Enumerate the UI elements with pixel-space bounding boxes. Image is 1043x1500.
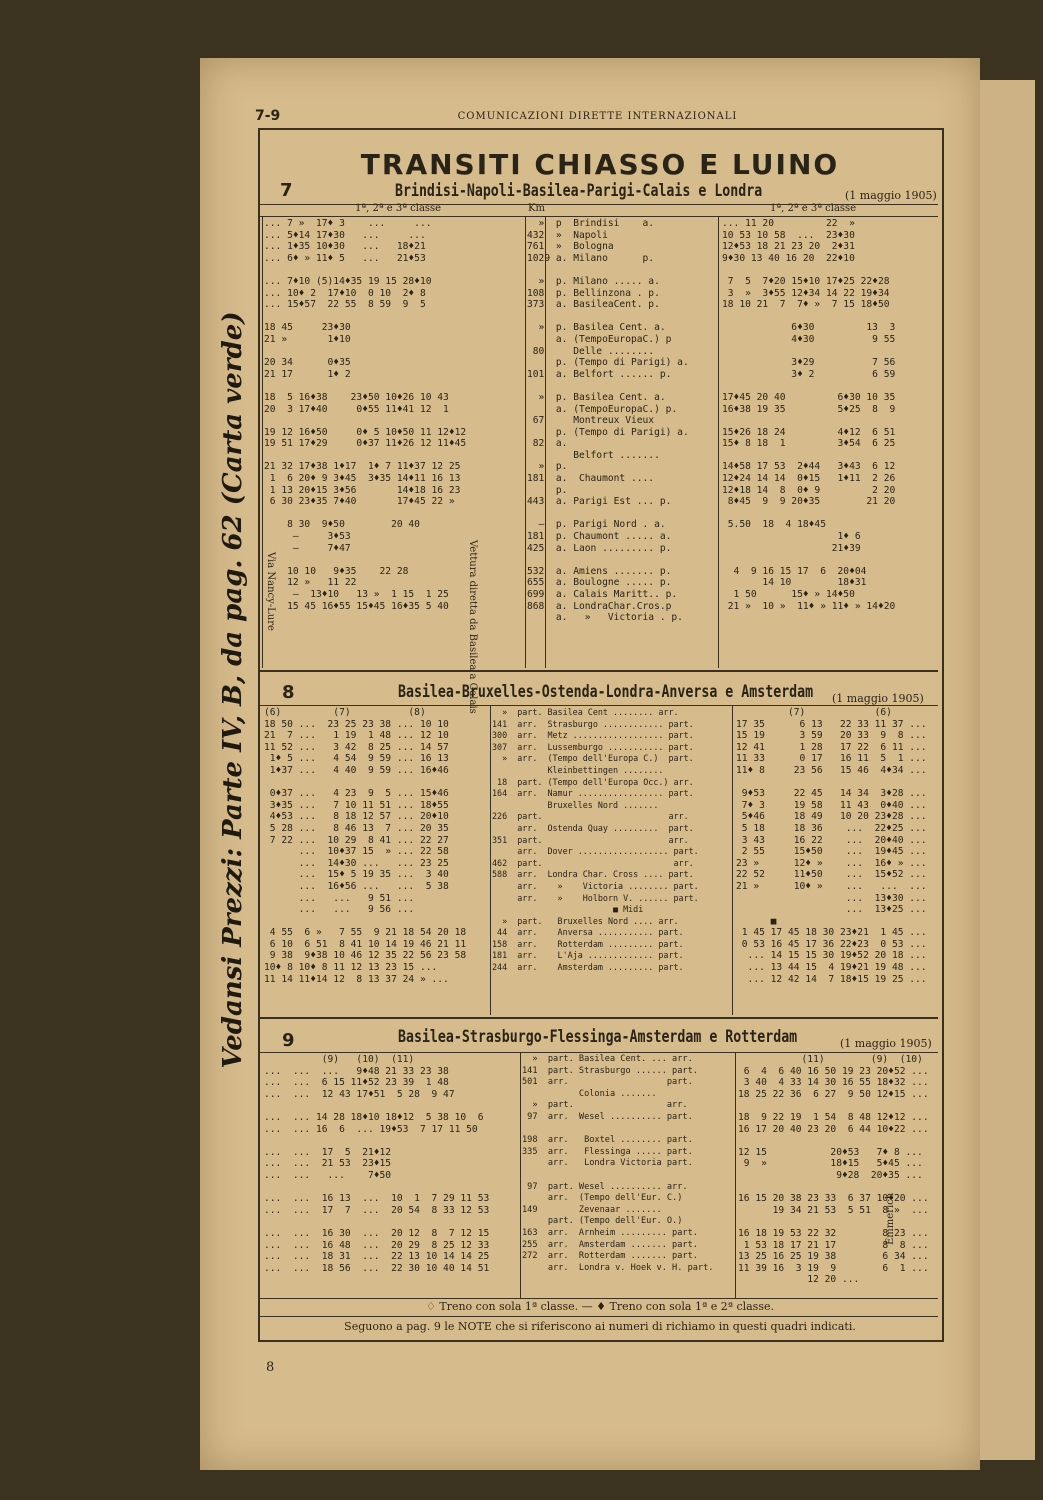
section-divider [260,670,938,672]
rule [260,1316,938,1317]
column-rule [732,705,733,1015]
rule [260,705,938,706]
page-number: 8 [266,1360,275,1375]
via-nancy-lure-note: Via Nancy-Lure [265,552,276,631]
column-rule [718,216,719,668]
section-8-right-times: (7) (6) 17 35 6 13 22 33 11 37 ... 15 19 3 59 20 33 9 8 ... 12 41 1 28 17 22 6 11 ... 11 33 0 17 16 11 5 1 ... 11♦ 8 23 56 15 46 4♦34 ... 9♦53 22 45 14 34 3♦28 ... 7♦ 3 19 58 11 43 0♦40 ... 5♦46 18 49 10 20 23♦28 ... 5 18 18 36 ... 22♦25 ... 3 43 16 22 ... 20♦40 ... 2 55 15♦50 ... 19♦45 ... 23 » 12♦ » ... 16♦ » ... 22 52 11♦50 ... 15♦52 ... 21 » 10♦ » ... ... ... ... 13♦30 ... ... 13♦25 ... ■ 1 45 17 45 18 30 23♦21 1 45 ... 0 53 16 45 17 36 22♦23 0 53 ... ... 14 15 15 30 19♦52 20 18 ... ... 13 44 15 4 19♦21 19 48 ... ... 12 42 14 7 18♦15 19 25 ... [736,707,927,985]
section-7-left-times: ... 7 » 17♦ 3 ... ... ... 5♦14 17♦30 ... ... ... 1♦35 10♦30 ... 18♦21 ... 6♦ » 11♦ 5 ... 21♦53 ... 7♦10 (5)14♦35 19 15 28♦10 ... 10♦ 2 17♦10 0 10 2♦ 8 ... 15♦57 22 55 8 59 9 5 18 45 23♦30 21 » 1♦10 20 34 0♦35 21 17 1♦ 2 18 5 16♦38 23♦50 10♦26 10 43 20 3 17♦40 0♦55 11♦41 12 1 19 12 16♦50 0♦ 5 10♦50 11 12♦12 19 51 17♦29 0♦37 11♦26 12 11♦45 21 32 17♦38 1♦17 1♦ 7 11♦37 12 25 1 6 20♦ 9 3♦45 3♦35 14♦11 16 13 1 13 20♦15 3♦56 14♦18 16 23 6 30 23♦35 7♦40 17♦45 22 » 8 30 9♦50 20 40 — 3♦53 — 7♦47 10 10 9♦35 22 28 12 » 11 22 — 13♦10 13 » 1 15 1 25 15 45 16♦55 15♦45 16♦35 5 40 [264,218,467,612]
section-subtitle-9: Basilea-Strasburgo-Flessinga-Amsterdam e Rotterdam [398,1027,798,1047]
section-7-right-times: ... 11 20 22 » 10 53 10 58 ... 23♦30 12♦53 18 21 23 20 2♦31 9♦30 13 40 16 20 22♦10 7 5 7♦20 15♦10 17♦25 22♦28 3 » 3♦55 12♦34 14 22 19♦34 18 10 21 7 7♦ » 7 15 18♦50 6♦30 13 3 4♦30 9 55 3♦29 7 56 3♦ 2 6 59 17♦45 20 40 6♦30 10 35 16♦38 19 35 5♦25 8 9 15♦26 18 24 4♦12 6 51 15♦ 8 18 1 3♦54 6 25 14♦58 17 53 2♦44 3♦43 6 12 12♦24 14 14 0♦15 1♦11 2 26 12♦18 14 8 0♦ 9 2 20 8♦45 9 9 20♦35 21 20 5.50 18 4 18♦45 1♦ 6 21♦39 4 9 16 15 17 6 20♦04 14 10 18♦31 1 50 15♦ » 14♦50 21 » 10 » 11♦ » 11♦ » 14♦20 [722,218,896,612]
footnote-notes: Seguono a pag. 9 le NOTE che si riferiscono ai numeri di richiamo in questi quadri indicati. [344,1320,856,1333]
section-8-left-times: (6) (7) (8) 18 50 ... 23 25 23 38 ... 10 10 21 7 ... 1 19 1 48 ... 12 10 11 52 ... 3 42 8 25 ... 14 57 1♦ 5 ... 4 54 9 59 ... 16 13 1♦37 ... 4 40 9 59 ... 16♦46 0♦37 ... 4 23 9 5 ... 15♦46 3♦35 ... 7 10 11 51 ... 18♦55 4♦53 ... 8 18 12 57 ... 20♦10 5 28 ... 8 46 13 7 ... 20 35 7 22 ... 10 29 8 41 ... 22 27 ... 10♦37 15 » ... 22 58 ... 14♦30 ... ... 23 25 ... 15♦ 5 19 35 ... 3 40 ... 16♦56 ... ... 5 38 ... ... 9 51 ... ... ... 9 56 ... 4 55 6 » 7 55 9 21 18 54 20 18 6 10 6 51 8 41 10 14 19 46 21 11 9 38 9♦38 10 46 12 35 22 56 23 58 10♦ 8 10♦ 8 11 12 13 23 15 ... 11 14 11♦14 12 8 13 37 24 » ... [264,707,467,985]
sidebar-note: Vedansi Prezzi: Parte IV, B, da pag. 62 (Carta verde) [218,311,248,1069]
section-subtitle-7: Brindisi-Napoli-Basilea-Parigi-Calais e Londra [395,181,763,201]
running-title: COMUNICAZIONI DIRETTE INTERNAZIONALI [457,111,738,122]
emmerich-note: Emmerich [885,1192,896,1245]
section-date-7: (1 maggio 1905) [845,189,937,202]
section-subtitle-8: Basilea-Bruxelles-Ostenda-Londra-Anversa e Amsterdam [398,682,814,702]
column-rule [735,1052,736,1298]
section-date-9: (1 maggio 1905) [840,1037,932,1050]
class-header-right: 1ª, 2ª e 3ª classe [770,203,857,214]
rule [260,1298,938,1299]
vettura-diretta-note: Vettura diretta da Basilea a Calais [467,540,478,714]
column-rule [262,216,263,668]
section-8-stations: » part. Basilea Cent ........ arr. 141 arr. Strasburgo ............ part. 300 arr. Metz .................. part. 307 arr. Lussemburgo ........... part. » arr. (Tempo dell'Europa C.) part. Kleinbettingen ........ 18 part. (Tempo dell'Europa Occ.) arr. 164 arr. Namur ................. part. Bruxelles Nord ....... 226 part. arr. arr. Ostenda Quay ......... part. 351 part. arr. arr. Dover .................. part. 462 part. arr. 588 arr. Londra Char. Cross .... part. arr. » Victoria ........ part. arr. » Holborn V. ...... part. ■ Midi » part. Bruxelles Nord .... arr. 44 arr. Anversa ........... part. 158 arr. Rotterdam ......... part. 181 arr. L'Aja ............. part. 244 arr. Amsterdam ......... part. [492,707,699,973]
section-date-8: (1 maggio 1905) [832,692,924,705]
page-title: TRANSITI CHIASSO E LUINO [360,148,840,181]
section-divider [260,1017,938,1019]
column-rule [525,216,526,668]
page-ref: 7-9 [255,108,281,124]
class-header-left: 1ª, 2ª e 3ª classe [355,203,442,214]
sidebar-note-column [213,240,253,1140]
column-rule [490,705,491,1015]
section-number-9: 9 [282,1030,295,1051]
section-number-7: 7 [280,180,293,201]
page-edge [975,80,1035,1460]
section-9-left-times: (9) (10) (11) ... ... ... 9♦48 21 33 23 38 ... ... 6 15 11♦52 23 39 1 48 ... ... 12 43 17♦51 5 28 9 47 ... ... 14 28 18♦10 18♦12 5 38 10 6 ... ... 16 6 ... 19♦53 7 17 11 50 ... ... 17 5 21♦12 ... ... 21 53 23♦15 ... ... ... 7♦50 ... ... 16 13 ... 10 1 7 29 11 53 ... ... 17 7 ... 20 54 8 33 12 53 ... ... 16 30 ... 20 12 8 7 12 15 ... ... 16 48 ... 20 29 8 25 12 33 ... ... 18 31 ... 22 13 10 14 14 25 ... ... 18 56 ... 22 30 10 40 14 51 [264,1054,490,1274]
section-7-stations: » p Brindisi a. 432 » Napoli 761 » Bologna 1029 a. Milano p. » p. Milano ..... a. 108 p. Bellinzona . p. 373 a. BasileaCent. p. » p. Basilea Cent. a. a. (TempoEuropaC.) p 80 Delle ........ p. (Tempo di Parigi) a. 101 a. Belfort ...... p. » p. Basilea Cent. a. a. (TempoEuropaC.) p. 67 Montreux Vieux p. (Tempo di Parigi) a. 82 a. Belfort ....... » p. 181 a. Chaumont .... p. 443 a. Parigi Est ... p. — p. Parigi Nord . a. 181 p. Chaumont ..... a. 425 a. Laon ......... p. 532 a. Amiens ....... p. 655 a. Boulogne ..... p. 699 a. Calais Maritt.. p. 868 a. LondraChar.Cros.p a. » Victoria . p. [527,218,689,624]
footnote-legend: ♢ Treno con sola 1ª classe. — ♦ Treno con sola 1ª e 2ª classe. [426,1300,774,1313]
section-9-right-times: (11) (9) (10) 6 4 6 40 16 50 19 23 20♦52 ... 3 40 4 33 14 30 16 55 18♦32 ... 18 25 22 36 6 27 9 50 12♦15 ... 18 9 22 19 1 54 8 48 12♦12 ... 16 17 20 40 23 20 6 44 10♦22 ... 12 15 20♦53 7♦ 8 ... 9 » 18♦15 5♦45 ... 9♦28 20♦35 ... 16 15 20 38 23 33 6 37 10♦20 ... 19 34 21 53 5 51 8 » ... 16 18 19 53 22 32 8 23 ... 1 53 18 17 21 17 8 8 ... 13 25 16 25 19 38 6 34 ... 11 39 16 3 19 9 6 1 ... 12 20 ... [738,1054,929,1286]
running-header [255,108,940,128]
km-header: Km [528,203,545,214]
column-rule [520,1052,521,1298]
rule [260,216,938,217]
rule [260,1052,938,1053]
section-number-8: 8 [282,682,295,703]
section-9-stations: » part. Basilea Cent. ... arr. 141 part. Strasburgo ...... part. 501 arr. part. Colonia ....... » part. arr. 97 arr. Wesel .......... part. 198 arr. Boxtel ........ part. 335 arr. Flessinga ..... part. arr. Londra Victoria part. 97 part. Wesel .......... arr. arr. (Tempo dell'Eur. C.) 149 Zevenaar ....... part. (Tempo dell'Eur. O.) 163 arr. Arnheim ......... part. 255 arr. Amsterdam ....... part. 272 arr. Rotterdam ....... part. arr. Londra v. Hoek v. H. part. [522,1054,714,1273]
